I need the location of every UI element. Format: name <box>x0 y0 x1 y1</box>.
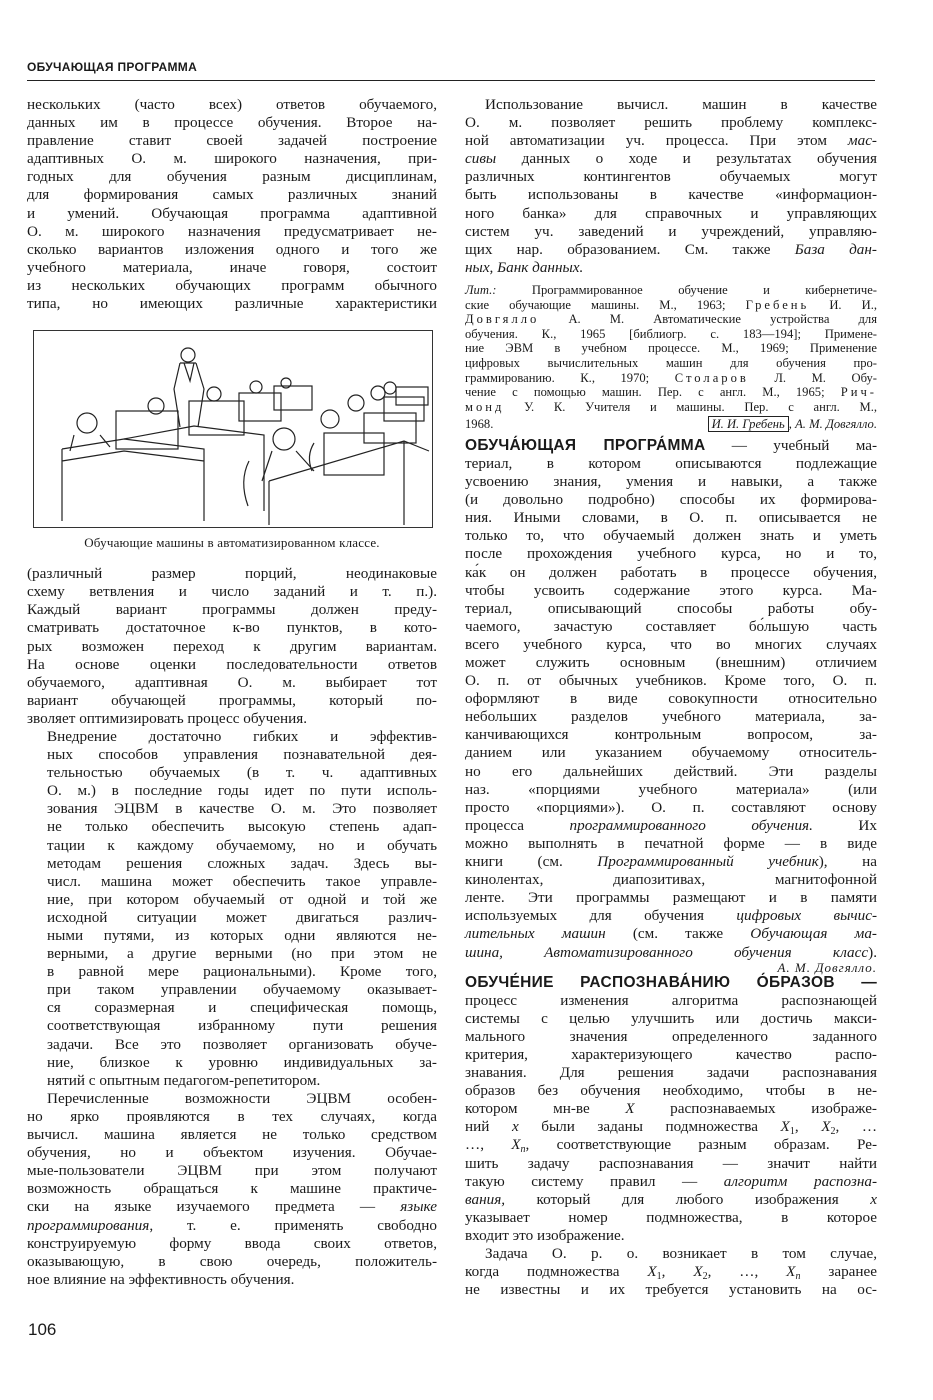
text-line: годных для обучения разным дисциплинам, <box>27 168 437 186</box>
text-run: У. К. Учителя и машины. Пер. с англ. М., <box>504 399 877 414</box>
text-line: систем уч. заведений и учреждений, управляю- <box>465 222 877 240</box>
text-line: тации к каждому обучаемому, но и обучать <box>47 836 437 854</box>
classroom-illustration <box>33 330 433 528</box>
text-run: Л. М. Обу- <box>748 370 877 385</box>
literature-references <box>465 283 877 432</box>
ref-author: Гребень <box>745 297 810 312</box>
text-line: системы с целью улучшить или достичь макси- <box>465 1009 877 1027</box>
text-line: териал, в котором описываются подлежащие <box>465 454 877 472</box>
text-line: при таком управлении обучаемому оказывает- <box>47 981 437 999</box>
text-line: шить задачу распознавания — значит найти <box>465 1154 877 1172</box>
math-var: x <box>511 1118 519 1136</box>
text-run: чение с помощью машин. Пер. с англ. М., 1965; <box>465 385 841 400</box>
text-run: — <box>834 973 877 991</box>
math-var: X <box>511 1136 521 1154</box>
text-line: мального значения определенного заданного <box>465 1027 877 1045</box>
text-line: оформляют в виде совокупности относительно <box>465 690 877 708</box>
text-line <box>465 925 877 943</box>
text-line: процесс изменения алгоритма распознающей <box>465 991 877 1009</box>
text-line <box>465 1173 877 1191</box>
text-run: щих нар. образованием. См. также <box>465 240 795 258</box>
text-line: адаптивных О. м. широкого назначения, при- <box>27 150 437 168</box>
text-line: нятий с опытным педагогом-репетитором. <box>47 1071 321 1089</box>
text-line <box>465 853 877 871</box>
text-line: вариант обучающей программы, который по- <box>27 691 437 709</box>
text-line: не известны и их требуется установить на ос- <box>465 1281 877 1299</box>
text-line: просто «порциями»). О. п. составляют основу <box>465 798 877 816</box>
text-run: И. И., <box>809 297 877 312</box>
text-run: заранее <box>800 1263 878 1281</box>
text-run: процесса <box>465 816 570 834</box>
text-line: ного банка» для справочных и управляющих <box>465 204 877 222</box>
text-line <box>465 371 877 386</box>
right-column <box>465 96 877 1299</box>
text-line: Задача О. р. о. возникает в том случае, <box>485 1245 877 1262</box>
text-line: ка́к он должен работать в процессе обучения, <box>465 563 877 581</box>
text-line: обучения. К., 1965 [библиогр. с. 183—194]; Примене- <box>465 326 877 341</box>
text-line: только то, что обучаемый должен знать и уметь <box>465 527 877 545</box>
text-line <box>465 400 877 415</box>
text-line: данием или указанием обучаемому относитель- <box>465 744 877 762</box>
math-var: X <box>647 1263 657 1281</box>
text-line: задачи. Все это позволяет организовать обуче- <box>47 1035 437 1053</box>
paragraph-computer-use <box>465 96 877 277</box>
text-run: 1968. <box>465 417 494 432</box>
text-run: ной автоматизации уч. процесса. При этом <box>465 132 848 150</box>
text-line: Перечисленные возможности ЭЦВМ особен- <box>47 1089 437 1107</box>
text-line: числ. машина может обеспечить такое управле- <box>47 872 437 890</box>
text-line: ся соразмерная и специфическая помощь, <box>47 999 437 1017</box>
article-authors <box>708 417 877 432</box>
text-run: были заданы подмножества <box>518 1118 781 1136</box>
crossref-programmed-learning[interactable]: программированного обучения. <box>569 816 813 834</box>
ref-author: Столаров <box>674 370 749 385</box>
ref-author: Довгялло <box>465 312 540 327</box>
text-line: нескольких (часто всех) ответов обучаемого, <box>27 96 437 113</box>
text-line: ние ЭВМ в учебном процессе. М., 1969; Применение <box>465 341 877 356</box>
text-line: верными, а другие верными (но при этом не <box>47 945 437 963</box>
text-line: небольших разделов учебного материала, за- <box>465 708 877 726</box>
text-line: ленте. Эти программы размещают и в памяти <box>465 889 877 907</box>
text-run: когда подмножества <box>465 1263 648 1281</box>
text-line: возможность обращаться к машине практиче- <box>27 1180 437 1198</box>
crossref-recognition-algorithm[interactable]: алгоритм распозна- <box>723 1172 878 1190</box>
math-var: x <box>870 1190 877 1208</box>
text-line: ных способов управления познавательной дея- <box>47 746 437 764</box>
math-var: X <box>780 1118 790 1136</box>
math-subscript: n <box>520 1144 526 1156</box>
crossref-database[interactable]: База дан- <box>794 240 877 258</box>
text-line: исходной ситуации может двигаться различ- <box>47 908 437 926</box>
text-line: в равной мере рациональными). Кроме того, <box>47 963 437 981</box>
text-line: цифровых вычислительных машин для обучения про- <box>465 355 877 370</box>
paragraph-possibilities <box>27 1090 437 1289</box>
text-line: чтобы усвоить содержание этого курса. Ма- <box>465 581 877 599</box>
math-subscript: 2 <box>830 1126 836 1138</box>
crossref-databank[interactable]: ных, Банк данных. <box>465 258 584 276</box>
math-subscript: 1 <box>656 1271 662 1283</box>
crossref-digital-computers-cont[interactable]: лительных машин <box>465 925 606 943</box>
text-run: ские обучающие машины. М., 1963; <box>465 297 746 312</box>
text-run: котором мн-ве <box>465 1100 626 1118</box>
text-line <box>27 1217 437 1235</box>
text-line: О. м. позволяет решить проблему комплекс- <box>465 114 877 132</box>
text-run: А. М. Автоматические устройства для <box>539 312 877 327</box>
crossref-digital-computers[interactable]: цифровых вычис- <box>736 907 877 925</box>
math-var: X <box>786 1263 796 1281</box>
text-run: данных о ходе и результатах обучения <box>496 150 877 168</box>
text-line <box>465 907 877 925</box>
text-run: ний <box>465 1118 512 1136</box>
text-line: канчивающихся контрольным вопросом, за- <box>465 726 877 744</box>
text-line: оказывающую, в свою очередь, положитель- <box>27 1252 437 1270</box>
text-line <box>465 283 877 298</box>
text-line: обучаемого, адаптивная О. м. выбирает тот <box>27 673 437 691</box>
literature-label: Лит.: <box>465 282 497 297</box>
text-line: входит это изображение. <box>465 1226 625 1244</box>
text-line: наз. «порциями учебного материала» (или <box>465 780 877 798</box>
text-run: такую систему правил — <box>465 1172 724 1190</box>
page-number: 106 <box>28 1320 57 1339</box>
text-line: соответствующая избранному пути решения <box>47 1017 437 1035</box>
text-line <box>465 944 877 962</box>
text-line: знавания. Для решения задачи распознавания <box>465 1064 877 1082</box>
math-var: X <box>821 1118 831 1136</box>
text-line <box>465 417 877 432</box>
text-line <box>465 974 877 992</box>
text-line: зволяет оптимизировать процесс обучения. <box>27 709 308 727</box>
text-line: Каждый вариант программы должен преду- <box>27 601 437 619</box>
math-var: X <box>693 1263 703 1281</box>
text-line: типа, но имеющих различные характеристики <box>27 295 437 313</box>
article-author: , А. М. Довгялло. <box>788 417 877 432</box>
text-line: учебного материала, иначе говоря, состоит <box>27 258 437 276</box>
text-line <box>465 132 877 150</box>
text-run: который для любого изображения <box>505 1190 871 1208</box>
text-line <box>465 385 877 400</box>
crossref-massivy[interactable]: мас- <box>847 132 877 150</box>
text-line: усвоению знания, умения и навыки, а также <box>465 473 877 491</box>
math-subscript: 1 <box>789 1126 795 1138</box>
text-line: ное влияние на эффективность обучения. <box>27 1270 295 1288</box>
math-var: X <box>625 1100 635 1118</box>
entry-author: А. М. Довгялло. <box>777 959 877 975</box>
math-subscript: n <box>795 1271 801 1283</box>
text-line: не только обеспечить высокую степень адап- <box>47 818 437 836</box>
text-line: быть использованы в качестве «информацион- <box>465 186 877 204</box>
entry-obuchenie-raspoznavaniyu-obrazov <box>465 974 877 1300</box>
text-line: мые-пользователи ЭЦВМ при этом получают <box>27 1162 437 1180</box>
crossref-programming-language[interactable]: языке <box>400 1198 437 1216</box>
math-subscript: 2 <box>702 1271 708 1283</box>
text-run: граммированию. К., 1970; <box>465 370 675 385</box>
text-line: конструируемую форму ввода своих ответов, <box>27 1234 437 1252</box>
text-line: но ярко проявляются в тех случаях, когда <box>27 1107 437 1125</box>
text-line <box>27 1198 437 1216</box>
text-line <box>465 817 877 835</box>
text-line: ние, при котором обучаемый от одной и той же <box>47 890 437 908</box>
paragraph-continued <box>27 96 437 313</box>
text-line: когда подмножества $X_1$, $X_2$, …, $X_n$ заранее <box>465 1263 878 1283</box>
text-line: после прохождения учебного курса, но и то, <box>465 545 877 563</box>
text-line: правление ставит своей задачей построение <box>27 132 437 150</box>
text-line <box>465 150 877 168</box>
entry-title: ОБУЧЕ́НИЕ РАСПОЗНАВА́НИЮ О́БРАЗОВ <box>465 973 835 991</box>
text-line: тельностью обучаемых (в т. ч. адаптивных <box>47 764 437 782</box>
text-line: для формирования самых различных знаний <box>27 186 437 204</box>
text-run: книги (см. <box>465 853 598 871</box>
text-line: из нескольких обучающих программ обычного <box>27 276 437 294</box>
text-line: различных контингентов обучаемых могут <box>465 168 877 186</box>
crossref-programmed-textbook[interactable]: Программированный учебник <box>597 853 819 871</box>
text-line: чаемого, зачастую составляет бо́льшую часть <box>465 617 877 635</box>
text-run: , т. е. применять свободно <box>149 1216 437 1234</box>
text-line: вычисл. машина является не только средством <box>27 1126 437 1144</box>
text-line: данных им в процессе обучения. Второе на- <box>27 114 437 132</box>
text-line: ний x были заданы подмножества $X_1$, $X_2$, … <box>465 1118 878 1138</box>
text-run: ), на <box>818 853 877 871</box>
text-line: ние, близкое к уровню индивидуальных за- <box>47 1053 437 1071</box>
text-line: всего учебного курса, что во многих случаях <box>465 635 877 653</box>
text-line: кинолентах, диапозитивах, магнитофонной <box>465 871 877 889</box>
text-line <box>465 1136 877 1154</box>
text-line: указывает номер подмножества, в которое <box>465 1208 877 1226</box>
text-run: Программированное обучение и кибернетиче- <box>496 282 877 297</box>
text-line <box>465 1100 877 1118</box>
text-line: критерия, характеризующего качество распо- <box>465 1045 877 1063</box>
text-line: О. м. широкого назначения предусматривает не- <box>27 222 437 240</box>
ref-author: Рич- <box>840 385 877 400</box>
text-line: образов без обучения необходимо, чтобы в не- <box>465 1082 877 1100</box>
entry-title: ОБУЧА́ЮЩАЯ ПРОГРА́ММА <box>465 436 706 454</box>
text-line: но его дальнейших действий. Эти разделы <box>465 762 877 780</box>
paragraph-variants <box>27 565 437 728</box>
text-line: териал, описывающий способы работы обу- <box>465 599 877 617</box>
text-run: — учебный ма- <box>705 436 878 454</box>
text-line: (и довольно подробно) способы их формирова- <box>465 491 877 509</box>
text-line: О. м.) в последние годы идет по пути исполь- <box>47 782 437 800</box>
crossref-massivy-cont[interactable]: сивы <box>465 150 497 168</box>
text-run: (см. также <box>605 925 751 943</box>
crossref-programming-language-cont[interactable]: программирования <box>27 1216 150 1234</box>
crossref-automated-classroom[interactable]: шина, Автоматизированного обучения класс <box>465 943 869 961</box>
left-column <box>27 96 437 1289</box>
text-line: схему ветвления и число заданий и т. п.). <box>27 583 437 601</box>
text-line: ния. Иными словами, в О. п. описывается не <box>465 509 877 527</box>
text-line: Внедрение достаточно гибких и эффектив- <box>47 727 437 745</box>
text-line: может служить основным (внешним) отличием <box>465 654 877 671</box>
deceased-author-box: И. И. Гребень <box>708 416 789 432</box>
text-run: распознаваемых изображе- <box>634 1100 877 1118</box>
text-run: , … <box>835 1118 878 1136</box>
header-rule <box>27 80 875 81</box>
text-line: (различный размер порций, неодинаковые <box>27 565 437 583</box>
crossref-teaching-machine[interactable]: Обучающая ма- <box>750 925 877 943</box>
ref-author: монд <box>465 399 505 414</box>
text-line: можно выполнять в печатной форме — в виде <box>465 834 877 852</box>
text-run: ). <box>868 943 877 961</box>
crossref-recognition-algorithm-cont[interactable]: вания, <box>465 1190 506 1208</box>
text-line: зования ЭЦВМ в качестве О. м. Это позволяет <box>47 800 437 818</box>
text-line: О. п. от обычных учебников. Кроме того, О. п. <box>465 672 877 690</box>
text-line <box>465 298 877 313</box>
text-run: используемых для обучения <box>465 907 737 925</box>
text-line: сколько вариантов изложения одного и того же <box>27 240 437 258</box>
classroom-drawing-icon <box>34 331 432 527</box>
text-run: Их <box>812 816 877 834</box>
text-line: ными путями, из которых одни являются не- <box>47 927 437 944</box>
text-line <box>465 1191 877 1209</box>
text-line <box>465 241 877 259</box>
text-line: методам решения сложных задач. Здесь вы- <box>47 854 437 872</box>
text-line: Использование вычисл. машин в качестве <box>485 96 877 113</box>
paragraph-ecvm <box>27 728 437 1090</box>
text-run: …, <box>465 1136 512 1154</box>
text-line <box>465 437 877 455</box>
text-run: ски на языке изучаемого предмета — <box>27 1198 401 1216</box>
text-line: На основе оценки последовательности ответов <box>27 655 437 673</box>
text-line: и умений. Обучающая программа адаптивной <box>27 204 437 222</box>
text-run: , соответствующие разным образам. Ре- <box>525 1136 878 1154</box>
text-line: рых возможен переход к другим вариантам. <box>27 637 437 655</box>
running-head: ОБУЧАЮЩАЯ ПРОГРАММА <box>27 60 198 74</box>
text-line <box>465 312 877 327</box>
text-line <box>465 259 877 277</box>
text-line: обучения, но и объектом изучения. Обучае- <box>27 1144 437 1162</box>
text-line: сматривать достаточное к-во пунктов, в кото- <box>27 619 437 637</box>
entry-obuchayushchaya-programma <box>465 437 877 974</box>
figure-caption: Обучающие машины в автоматизированном классе. <box>84 535 380 551</box>
